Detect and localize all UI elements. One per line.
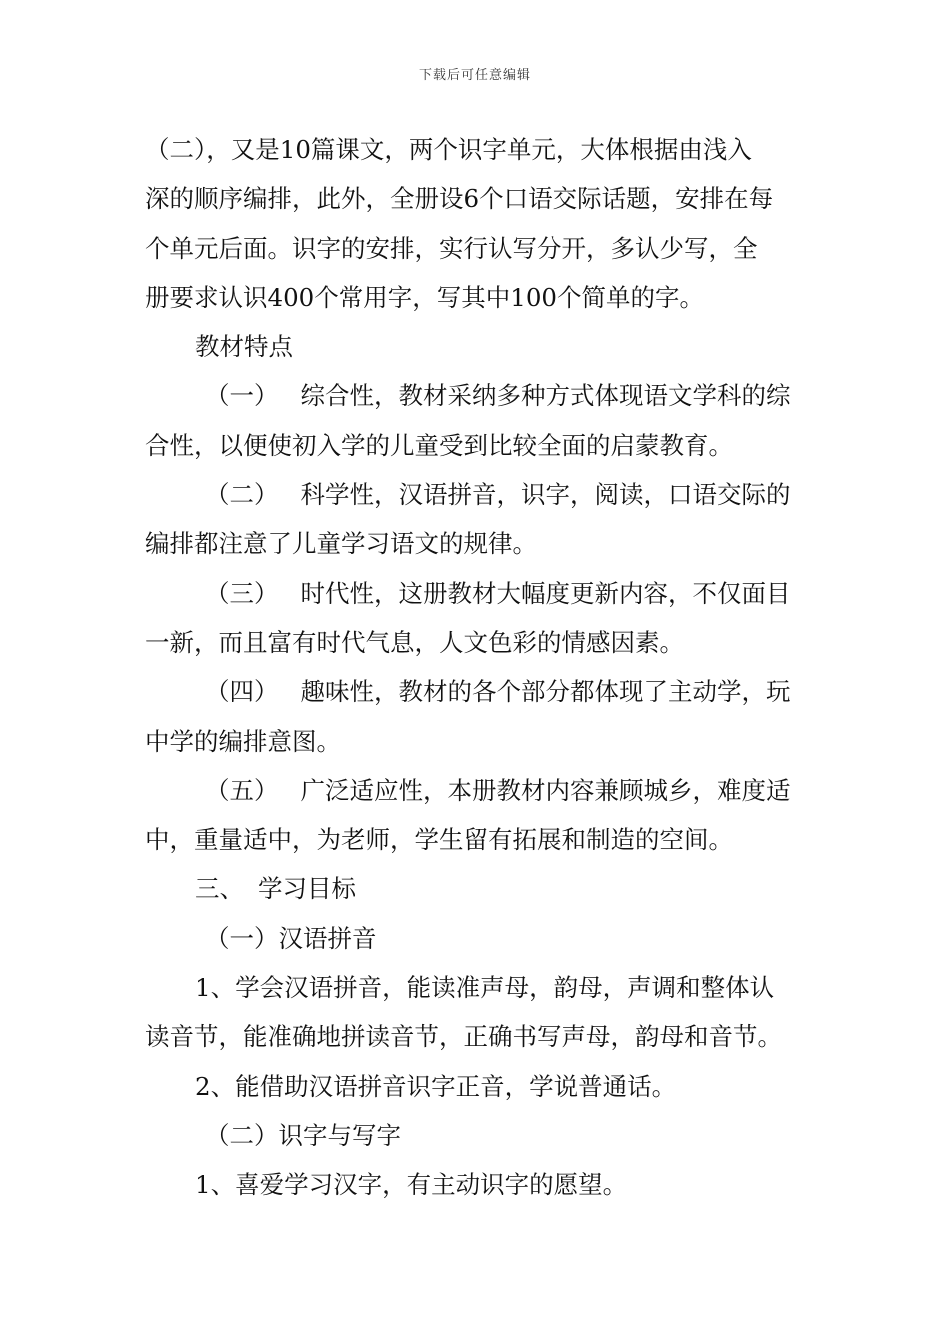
heading-text: 教材特点 xyxy=(195,332,293,362)
text-line: 中，重量适中，为老师，学生留有拓展和制造的空间。 xyxy=(145,825,733,855)
heading-text: （一）汉语拼音 xyxy=(205,923,377,953)
text-line: 2、能借助汉语拼音识字正音，学说普通话。 xyxy=(195,1071,677,1101)
feature-item xyxy=(145,371,810,470)
item-marker: （一） xyxy=(205,381,279,411)
goal-item xyxy=(145,1062,810,1111)
heading-text: （二）识字与写字 xyxy=(205,1120,401,1150)
section-heading-features xyxy=(145,322,810,371)
section-title: 学习目标 xyxy=(258,874,356,904)
text-line: 个单元后面。识字的安排，实行认写分开，多认少写，全 xyxy=(145,233,758,263)
text-line: 册要求认识400个常用字，写其中100个简单的字。 xyxy=(145,282,705,312)
feature-item xyxy=(145,470,810,569)
subsection-heading-literacy xyxy=(145,1111,810,1160)
feature-item xyxy=(145,766,810,865)
page-header: 下载后可任意编辑 xyxy=(418,68,531,83)
text-line: 读音节，能准确地拼读音节，正确书写声母，韵母和音节。 xyxy=(145,1022,782,1052)
text-line: 编排都注意了儿童学习语文的规律。 xyxy=(145,529,537,559)
text-line: 合性，以便使初入学的儿童受到比较全面的启蒙教育。 xyxy=(145,430,733,460)
goal-item xyxy=(145,963,810,1062)
text-line xyxy=(145,371,810,420)
item-marker: （四） xyxy=(205,677,279,707)
item-marker: （二） xyxy=(205,480,279,510)
subsection-heading-pinyin xyxy=(145,914,810,963)
item-text: 广泛适应性，本册教材内容兼顾城乡，难度适 xyxy=(300,775,791,805)
feature-item xyxy=(145,667,810,766)
item-text: 科学性，汉语拼音，识字，阅读，口语交际的 xyxy=(300,480,791,510)
text-line: 深的顺序编排，此外，全册设6个口语交际话题，安排在每 xyxy=(145,184,774,214)
text-line xyxy=(145,569,810,618)
item-text: 时代性，这册教材大幅度更新内容，不仅面目 xyxy=(300,578,791,608)
text-line xyxy=(145,667,810,716)
text-line xyxy=(145,766,810,815)
section-heading-goals xyxy=(145,864,810,913)
text-line: 一新，而且富有时代气息，人文色彩的情感因素。 xyxy=(145,627,684,657)
text-line: 1、喜爱学习汉字，有主动识字的愿望。 xyxy=(195,1170,628,1200)
paragraph-intro xyxy=(145,125,810,322)
document-body xyxy=(145,125,810,1210)
text-line xyxy=(145,470,810,519)
text-line: 1、学会汉语拼音，能读准声母，韵母，声调和整体认 xyxy=(195,973,775,1003)
goal-item xyxy=(145,1160,810,1209)
feature-item xyxy=(145,569,810,668)
item-text: 综合性，教材采纳多种方式体现语文学科的综 xyxy=(300,381,791,411)
item-marker: （五） xyxy=(205,775,279,805)
text-line: （二），又是10篇课文，两个识字单元，大体根据由浅入 xyxy=(145,135,752,164)
item-marker: （三） xyxy=(205,578,279,608)
item-text: 趣味性，教材的各个部分都体现了主动学，玩 xyxy=(300,677,791,707)
section-marker: 三、 xyxy=(195,874,244,904)
heading-text xyxy=(145,864,810,913)
text-line: 中学的编排意图。 xyxy=(145,726,341,756)
